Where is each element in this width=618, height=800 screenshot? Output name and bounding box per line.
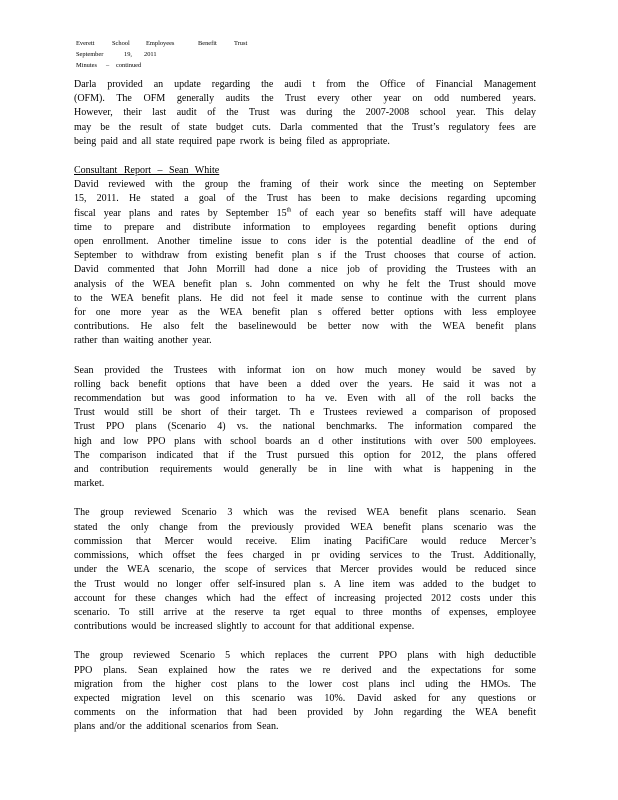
header-word: Everett (76, 40, 95, 47)
text-line: 15, 2011. He stated a goal of the Trust has been to make decisions regarding upcoming (74, 193, 536, 205)
text-line: comments on the information that had been provided by John regarding the WEA benefit (74, 707, 536, 719)
text-line: (OFM). The OFM generally audits the Trust every other year on odd numbered years. (74, 93, 536, 105)
header-word: Trust (234, 40, 248, 47)
text-line: David reviewed with the group the framing of their work since the meeting on September (74, 179, 536, 191)
text-line: stated the only change from the previously provided WEA benefit plans scenario was the (74, 521, 536, 533)
audit-paragraph (74, 78, 536, 149)
text-line: for one more year as the WEA benefit plan s offered better options with less employee (74, 307, 536, 319)
text-fragment: of each year so benefits staff will have adequate (299, 207, 536, 219)
header-line-3 (76, 60, 336, 71)
text-line: David commented that John Morrill had done a nice job of providing the Trustees with an (74, 264, 536, 276)
header-word: Minutes (76, 62, 97, 69)
text-fragment: fiscal year plans and rates by September 15 (74, 207, 287, 219)
text-line: migration from the higher cost plans to the lower cost plans incl uding the HMOs. The (74, 678, 536, 690)
header-word: Employees (146, 40, 175, 47)
text-line: Darla provided an update regarding the audi t from the Office of Financial Management (74, 79, 536, 90)
header-line-2 (76, 49, 336, 60)
text-line: analysis of the WEA benefit plan s. John commented on why he felt the Trust should move (74, 278, 536, 290)
page-header (76, 38, 336, 71)
text-line: The group reviewed Scenario 3 which was the revised WEA benefit plans scenario. Sean (74, 507, 536, 519)
text-line: and contribution requirements would generally be in line with what is happening in the (74, 464, 536, 476)
text-line: The group reviewed Scenario 5 which replaces the current PPO plans with high deductible (74, 650, 536, 662)
text-line: to the WEA benefit plans. He did not feel it made sense to continue with the current plans (74, 292, 536, 304)
text-line: Trust PPO plans (Scenario 4) vs. the national benchmarks. The information compared the (74, 421, 536, 433)
text-line: commissions, which offset the fees charged in pr oviding services to the Trust. Additionally, (74, 550, 536, 562)
header-word: – (106, 62, 110, 69)
header-word: September (76, 51, 104, 58)
ordinal-superscript: th (286, 207, 292, 214)
header-word: 19, (124, 51, 132, 58)
text-line: The comparison indicated that if the Trust pursued this option for 2012, the plans offered (74, 449, 536, 461)
header-word: Benefit (198, 40, 217, 47)
text-line: rather than waiting another year. (74, 335, 212, 347)
header-word: School (112, 40, 130, 47)
text-line: scenario. To still arrive at the reserve ta rget equal to three months of expenses, employee (74, 606, 536, 618)
minutes-body (74, 78, 536, 750)
text-line: market. (74, 478, 105, 490)
text-line: contributions. He also felt the baselinewould be better now with the WEA benefit plans (74, 321, 536, 333)
text-line: rolling back benefit options that have been a dded over the years. He said it was not a (74, 378, 536, 390)
text-line: being paid and all state required pape rwork is being filed as appropriate. (74, 135, 390, 147)
savings-paragraph (74, 364, 536, 492)
text-line: contributions would be increased slightly to account for that additional expense. (74, 621, 415, 633)
header-line-1 (76, 38, 336, 49)
text-line: may be the result of state budget cuts. Darla commented that the Trust’s regulatory fees are (74, 121, 536, 133)
header-word: continued (116, 62, 142, 69)
text-line: PPO plans. Sean explained how the rates we re derived and the expectations for some (74, 664, 536, 676)
scenario-5-paragraph (74, 649, 536, 734)
text-line: open enrollment. Another timeline issue to cons ider is the potential deadline of the end of (74, 236, 536, 248)
text-line: time to prepare and distribute information to employees regarding benefit options during (74, 221, 536, 233)
framing-paragraph (74, 178, 536, 348)
header-word: 2011 (144, 51, 157, 58)
text-line: Sean provided the Trustees with informat ion on how much money would be saved by (74, 364, 536, 376)
text-line: commission that Mercer would receive. Elim inating PacifiCare would reduce Mercer’s (74, 535, 536, 547)
text-line: However, their last audit of the Trust was during the 2007-2008 school year. This delay (74, 107, 536, 119)
text-line: recommendation but was good information to ha ve. Even with all of the roll backs the (74, 393, 536, 405)
section-heading: Consultant Report – Sean White (74, 165, 220, 177)
text-line-with-superscript (74, 207, 536, 221)
scenario-3-paragraph (74, 506, 536, 634)
text-line: September to withdraw from existing benefit plan s if the Trust chooses that course of action. (74, 250, 536, 262)
text-line: expected migration level on this scenario was 10%. David asked for any questions or (74, 692, 536, 704)
text-line: plans and/or the additional scenarios from Sean. (74, 721, 279, 733)
text-line: the Trust would no longer offer self-insured plan s. A line item was added to the budget to (74, 578, 536, 590)
text-line: account for these changes which had the effect of increasing projected 2012 costs under this (74, 592, 536, 604)
text-line: high and low PPO plans with school boards an d other institutions with over 500 employees. (74, 435, 536, 447)
text-line: Trust would still be short of their target. Th e Trustees reviewed a comparison of proposed (74, 407, 536, 419)
text-line: under the WEA scenario, the scope of services that Mercer provides would be reduced since (74, 564, 536, 576)
